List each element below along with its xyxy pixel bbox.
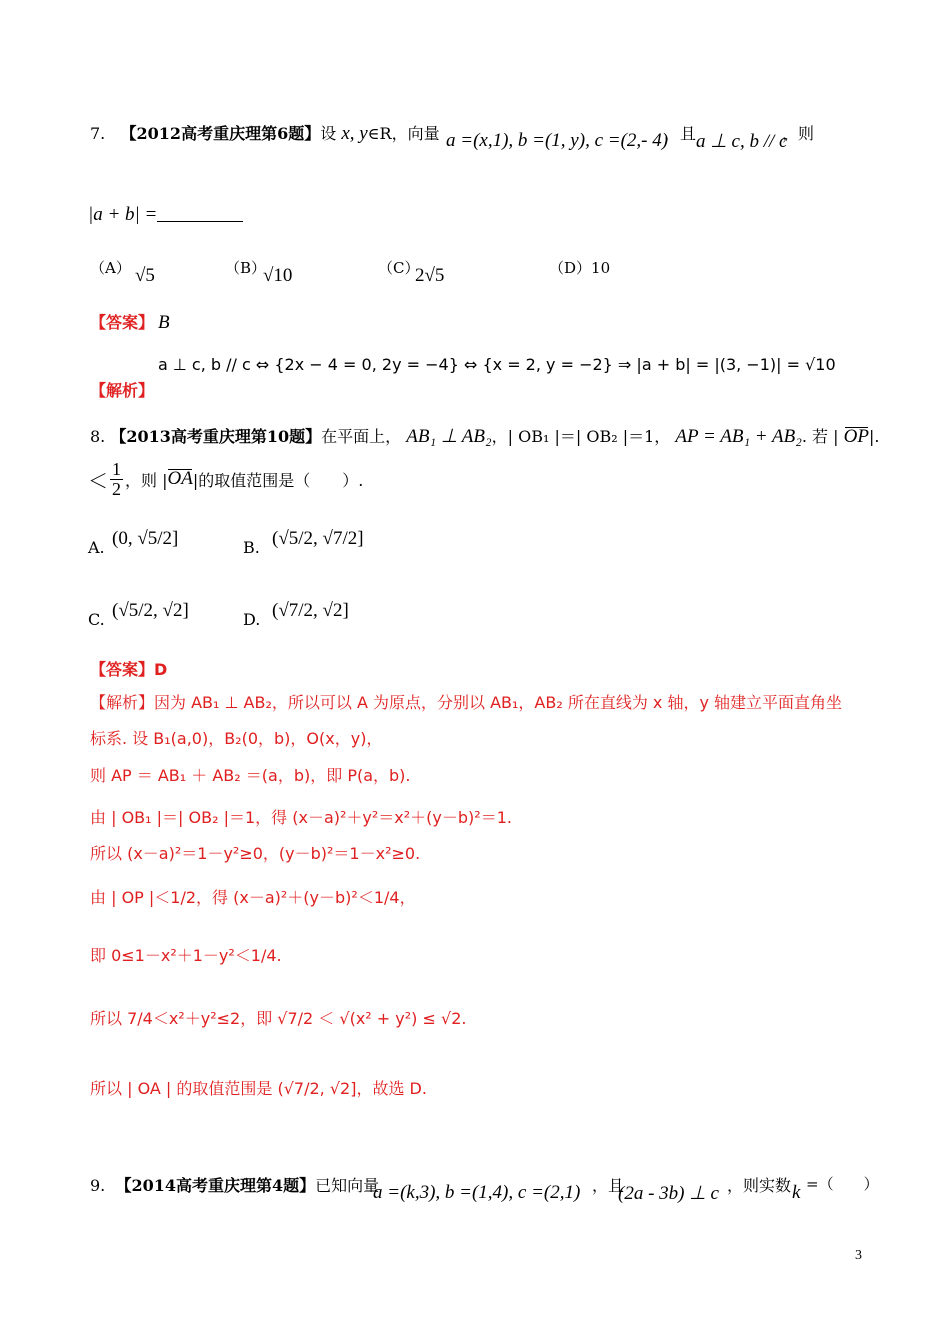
q8-analysis-line-3: 则 AP ＝ AB₁ ＋ AB₂ ＝(a，b)，即 P(a，b). <box>90 766 411 785</box>
q8-less-than: ＜ <box>88 468 108 493</box>
q9-end: =（ ） <box>806 1175 879 1193</box>
q9-number: 9. <box>90 1176 106 1195</box>
q8-analysis-line-9: 所以 | OA | 的取值范围是 (√7/2, √2]，故选 D. <box>90 1079 427 1098</box>
answer-blank <box>157 203 243 222</box>
q7-option-b <box>225 257 266 278</box>
q8-half-den: 2 <box>112 478 121 499</box>
q8-perpendicular: AB₁ ⊥ AB₂ <box>406 426 492 447</box>
q8-option-b-value: (√5/2, √7/2] <box>272 528 364 549</box>
q7-option-d-label: （D） <box>549 259 592 277</box>
q7-source: 【2012高考重庆理第6题】 <box>120 124 321 143</box>
q8-oa: OA <box>167 468 193 490</box>
q7-analysis-tag: 【解析】 <box>90 381 155 400</box>
q8-analysis-line-4: 由 | OB₁ |＝| OB₂ |＝1，得 (x－a)²＋y²＝x²＋(y－b)²＝1. <box>90 808 512 827</box>
q7-option-d-value: 10 <box>591 259 611 277</box>
q7-option-a <box>90 257 131 278</box>
q7-condition: a ⊥ c, b // c <box>696 131 788 152</box>
q7-cond-lead: ，且 <box>664 124 697 143</box>
q8-option-d-label: D. <box>243 610 261 629</box>
q8-half <box>110 460 123 499</box>
q8-mid: ，| OB₁ |＝| OB₂ |＝1， <box>491 427 671 446</box>
q8-if: . 若 | <box>801 427 839 446</box>
q7-in-r: ∈R，向量 <box>367 124 440 143</box>
q9-condition: (2a - 3b) ⊥ c <box>618 1183 719 1204</box>
q7-option-a-label: （A） <box>90 259 131 277</box>
q8-then: ，则 | <box>125 470 168 490</box>
q8-option-d-value: (√7/2, √2] <box>272 600 349 621</box>
q9-tail: ，则实数 <box>727 1176 792 1195</box>
q7-tail: ，则 <box>782 124 815 143</box>
q7-option-b-label: （B） <box>225 259 267 277</box>
q7-analysis: a ⊥ c, b // c ⇔ {2x − 4 = 0, 2y = −4} ⇔ {x = 2, y = −2} ⇒ |a + b| = |(3, −1)| = √10 <box>158 355 836 374</box>
q8-range-question: |的取值范围是（ ）. <box>192 470 364 490</box>
q8-source: 【2013高考重庆理第10题】 <box>110 427 322 446</box>
q8-analysis-line-1: 【解析】因为 AB₁ ⊥ AB₂，所以可以 A 为原点，分别以 AB₁，AB₂ 所在直线为 x 轴，y 轴建立平面直角坐 <box>90 693 843 712</box>
q7-option-c <box>378 257 419 278</box>
q7-expression-text: |a + b| = <box>88 204 158 225</box>
q7-answer-tag: 【答案】 <box>90 313 155 332</box>
q7-option-b-value: √10 <box>263 265 293 286</box>
q7-answer: B <box>158 312 170 333</box>
page-number: 3 <box>855 1248 862 1263</box>
q8-analysis-line-7: 即 0≤1－x²＋1－y²＜1/4. <box>90 946 282 965</box>
q9-k: k <box>792 1182 801 1203</box>
q8-stem-line2 <box>88 460 363 499</box>
q7-stem <box>90 121 440 145</box>
q7-vars: x, y <box>341 123 368 144</box>
q9-stem-text: 已知向量 <box>315 1176 380 1195</box>
q8-option-c-value: (√5/2, √2] <box>112 600 189 621</box>
q8-half-num: 1 <box>112 459 121 479</box>
q7-option-c-label: （C） <box>378 259 420 277</box>
q8-bar-end: |. <box>868 427 880 446</box>
q7-stem-lead: 设 <box>320 124 337 143</box>
q8-option-b-label: B. <box>243 538 260 557</box>
q8-stem1: 在平面上， <box>321 427 402 446</box>
q8-op: OP <box>843 426 869 447</box>
q8-option-a-label: A. <box>88 538 105 557</box>
q7-vectors: a =(x,1), b =(1, y), c =(2,- 4) <box>446 130 669 151</box>
q8-number: 8. <box>90 427 106 446</box>
q8-analysis-line-8: 所以 7/4＜x²＋y²≤2，即 √7/2 ＜ √(x² + y²) ≤ √2. <box>90 1009 467 1028</box>
q9-vectors: a =(k,3), b =(1,4), c =(2,1) <box>373 1182 581 1203</box>
q7-expression <box>88 203 243 226</box>
q7-option-a-value: √5 <box>135 265 155 286</box>
q7-option-d <box>549 257 610 278</box>
q7-option-c-value: 2√5 <box>415 265 445 286</box>
q8-ap: AP = AB₁ + AB₂ <box>675 426 802 447</box>
q8-analysis-line-5: 所以 (x－a)²＝1－y²≥0，(y－b)²＝1－x²≥0. <box>90 844 421 863</box>
q8-analysis-line-6: 由 | OP |＜1/2，得 (x－a)²＋(y－b)²＜1/4， <box>90 888 416 907</box>
q9-stem <box>90 1173 379 1196</box>
q9-source: 【2014高考重庆理第4题】 <box>115 1176 316 1195</box>
q7-number: 7. <box>90 124 106 143</box>
q9-cond-lead: ，且 <box>592 1176 625 1195</box>
q8-option-c-label: C. <box>88 610 105 629</box>
q8-analysis-line-2: 标系. 设 B₁(a,0)，B₂(0，b)，O(x，y)， <box>90 729 383 748</box>
q8-stem-line1 <box>90 424 879 448</box>
q8-answer: 【答案】D <box>90 660 168 679</box>
q8-option-a-value: (0, √5/2] <box>112 528 179 549</box>
